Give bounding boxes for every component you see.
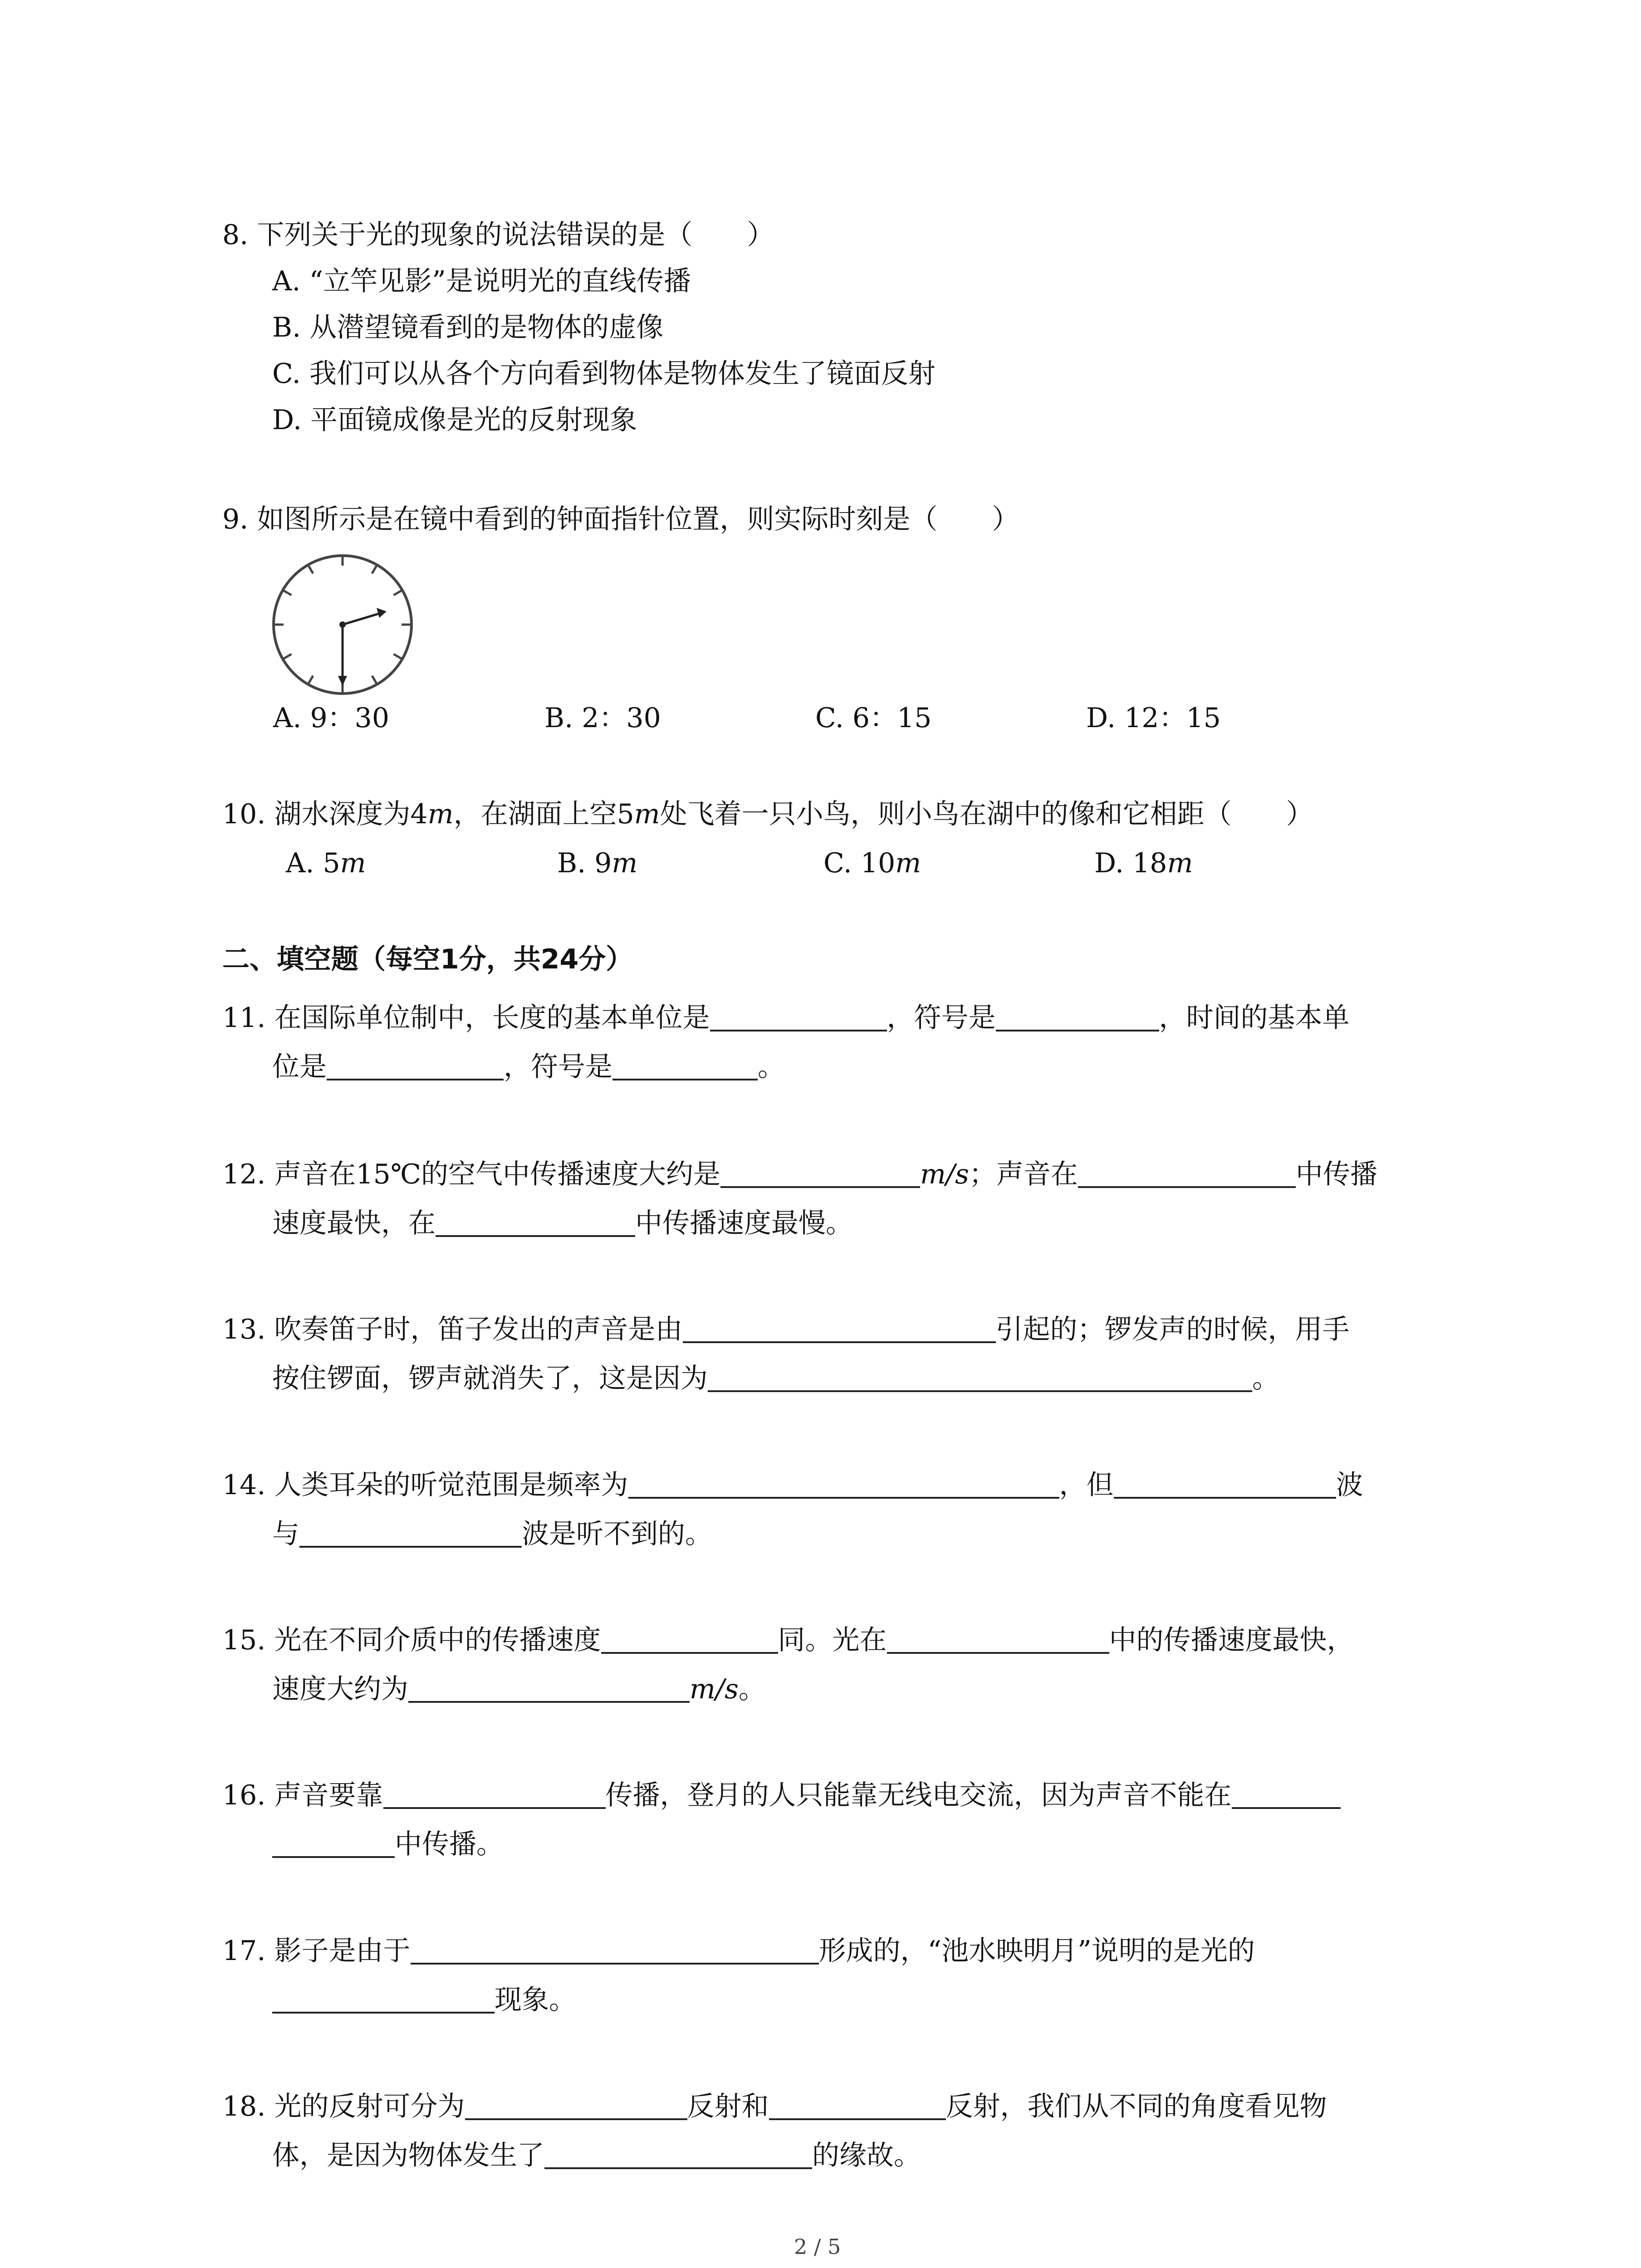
q12-blank-1[interactable]	[720, 1159, 920, 1188]
q8-stem: 8. 下列关于光的现象的说法错误的是（ ）	[222, 219, 774, 251]
q9-stem: 9. 如图所示是在镜中看到的钟面指针位置，则实际时刻是（ ）	[222, 503, 1019, 535]
q18-line1: 18. 光的反射可分为 反射和 反射，我们从不同的角度看见物	[222, 2091, 1327, 2122]
q17-blank-2[interactable]	[272, 1984, 495, 2014]
q16-line1: 16. 声音要靠 传播，登月的人只能靠无线电交流，因为声音不能在	[222, 1780, 1341, 1809]
q18-line2: 体，是因为物体发生了 的缘故。	[272, 2140, 921, 2171]
q17-line1: 17. 影子是由于 形成的，“池水映明月”说明的是光的	[222, 1935, 1255, 1967]
q16-line2: 中传播。	[272, 1829, 504, 1858]
q14-blank-1[interactable]	[628, 1470, 1059, 1499]
q16-blank-2b[interactable]	[272, 1829, 395, 1858]
q11-blank-3[interactable]	[327, 1051, 504, 1080]
clock-tick	[283, 654, 291, 659]
section-heading: 二、填空题（每空1分，共24分）	[222, 943, 633, 975]
clock-tick	[372, 565, 377, 573]
q16-blank-1[interactable]	[383, 1780, 606, 1809]
q14-line1: 14. 人类耳朵的听觉范围是频率为 ，但 波	[222, 1469, 1363, 1501]
q17-blank-1[interactable]	[411, 1936, 819, 1965]
q9-option-c: C. 6：15	[815, 702, 932, 734]
q13-blank-1[interactable]	[683, 1314, 996, 1343]
q18-blank-2[interactable]	[769, 2091, 946, 2120]
q13-line2: 按住锣面，锣声就消失了，这是因为 。	[272, 1363, 1279, 1394]
q8-option-a: A. “立竿见影”是说明光的直线传播	[272, 265, 691, 297]
q10-option-d: D. 18m	[1094, 847, 1193, 879]
q14-blank-2[interactable]	[1114, 1470, 1336, 1499]
clock-tick	[394, 590, 402, 595]
q13-blank-2[interactable]	[708, 1363, 1252, 1392]
q17-line2: 现象。	[272, 1984, 576, 2014]
q9-option-b: B. 2：30	[544, 702, 661, 734]
q11-line1: 11. 在国际单位制中，长度的基本单位是 ，符号是 ，时间的基本单	[222, 1002, 1350, 1034]
clock-tick	[372, 676, 377, 684]
q11-line2: 位是 ，符号是 。	[272, 1051, 785, 1083]
page-number: 2 / 5	[794, 2234, 841, 2259]
q10-option-a: A. 5m	[286, 847, 366, 879]
q8-option-d: D. 平面镜成像是光的反射现象	[272, 404, 637, 436]
q8-option-c: C. 我们可以从各个方向看到物体是物体发生了镜面反射	[272, 358, 936, 390]
q18-blank-1[interactable]	[465, 2091, 687, 2120]
clock-tick	[283, 590, 291, 595]
q12-line1: 12. 声音在15℃的空气中传播速度大约是 m/s；声音在 中传播	[222, 1158, 1377, 1190]
q15-blank-2[interactable]	[887, 1625, 1109, 1654]
q12-blank-2[interactable]	[1078, 1159, 1296, 1188]
q10-stem: 10. 湖水深度为4m，在湖面上空5m处飞着一只小鸟，则小鸟在湖中的像和它相距（ ）	[222, 798, 1313, 830]
q15-line1: 15. 光在不同介质中的传播速度 同。光在 中的传播速度最快，	[222, 1624, 1354, 1656]
q15-blank-3[interactable]	[408, 1674, 690, 1703]
q11-blank-2[interactable]	[996, 1002, 1159, 1031]
q15-line2: 速度大约为 m/s。	[272, 1673, 766, 1705]
clock-tick	[308, 565, 313, 573]
q8-option-b: B. 从潜望镜看到的是物体的虚像	[272, 312, 664, 343]
q10-option-b: B. 9m	[557, 847, 638, 879]
q16-blank-2a[interactable]	[1232, 1780, 1341, 1809]
clock-tick	[308, 676, 313, 684]
q15-blank-1[interactable]	[601, 1625, 778, 1654]
q11-blank-4[interactable]	[612, 1051, 758, 1080]
clock-tick	[394, 654, 402, 659]
q12-blank-3[interactable]	[436, 1208, 635, 1237]
q12-line2: 速度最快，在 中传播速度最慢。	[272, 1207, 853, 1239]
q11-blank-1[interactable]	[710, 1002, 887, 1031]
q14-blank-3[interactable]	[299, 1519, 522, 1548]
q10-option-c: C. 10m	[823, 847, 921, 879]
q18-blank-3[interactable]	[544, 2140, 812, 2169]
q9-option-d: D. 12：15	[1086, 702, 1221, 734]
clock-figure	[268, 550, 417, 699]
q9-option-a: A. 9：30	[273, 702, 389, 734]
q14-line2: 与 波是听不到的。	[272, 1518, 712, 1550]
q13-line1: 13. 吹奏笛子时，笛子发出的声音是由 引起的；锣发声的时候，用手	[222, 1314, 1350, 1345]
